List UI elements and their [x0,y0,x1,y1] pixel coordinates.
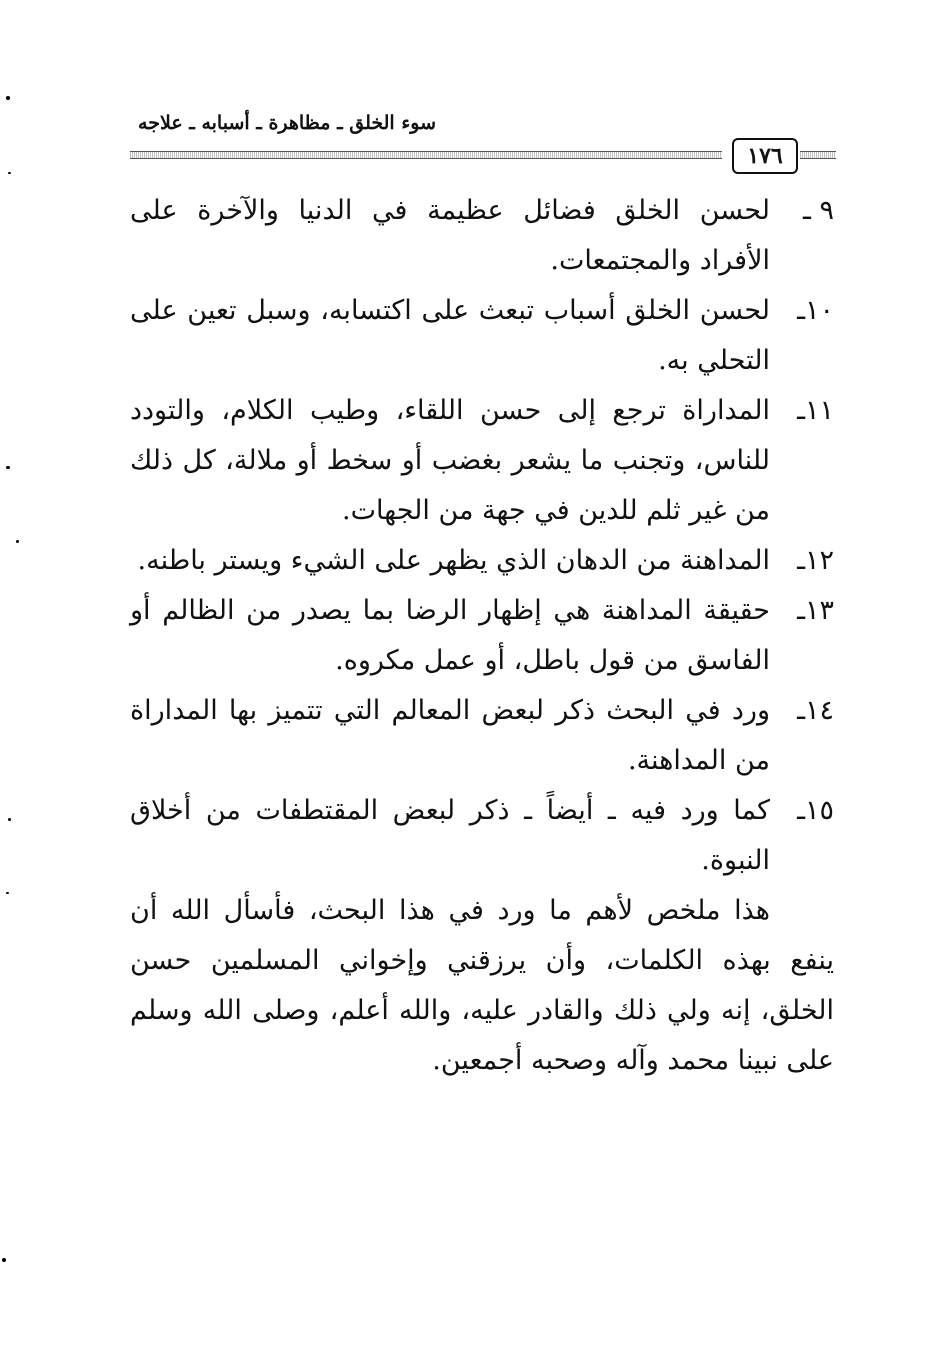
list-item [130,186,834,286]
header-rule-short [800,151,836,159]
scan-speck [8,818,11,821]
list-item [130,786,834,886]
item-number: ١١ـ [797,395,834,426]
scan-speck [6,892,9,894]
item-text: المداهنة من الدهان الذي يظهر على الشيء ويستر باطنه. [137,545,770,576]
item-text: المداراة ترجع إلى حسن اللقاء، وطيب الكلام، والتودد للناس، وتجنب ما يشعر بغضب أو سخط أو ملالة، كل ذلك من غير ثلم للدين في جهة من الجهات. [130,395,770,526]
item-number: ١٥ـ [797,795,834,826]
item-number: ٩ ـ [802,195,834,226]
scan-speck [6,96,10,100]
item-text: كما ورد فيه ـ أيضاً ـ ذكر لبعض المقتطفات من أخلاق النبوة. [130,795,770,876]
running-title: سوء الخلق ـ مظاهرة ـ أسبابه ـ علاجه [138,112,436,134]
scan-speck [8,172,11,174]
scan-speck [2,1258,6,1262]
list-item [130,286,834,386]
list-item [130,536,834,586]
item-text: لحسن الخلق فضائل عظيمة في الدنيا والآخرة على الأفراد والمجتمعات. [130,195,770,276]
item-text: حقيقة المداهنة هي إظهار الرضا بما يصدر من الظالم أو الفاسق من قول باطل، أو عمل مكروه. [130,595,770,676]
item-number: ١٤ـ [797,695,834,726]
page-number: ١٧٦ [732,138,798,174]
item-number: ١٠ـ [797,295,834,326]
item-number: ١٢ـ [797,545,834,576]
scan-speck [16,540,19,543]
list-item [130,386,834,536]
header-rule [130,151,722,159]
list-item [130,586,834,686]
page-header [130,108,836,182]
item-text: لحسن الخلق أسباب تبعث على اكتسابه، وسبل تعين على التحلي به. [130,295,770,376]
summary-list [130,186,834,1086]
item-text: ورد في البحث ذكر لبعض المعالم التي تتميز بها المداراة من المداهنة. [130,695,770,776]
conclusion-paragraph: هذا ملخص لأهم ما ورد في هذا البحث، فأسأل الله أن ينفع بهذه الكلمات، وأن يرزقني وإخواني المسلمين حسن الخلق، إنه ولي ذلك والقادر عليه، والله أعلم، وصلى الله وسلم على نبينا محمد وآله وصحبه أجمعين. [130,895,834,1076]
item-number: ١٣ـ [797,595,834,626]
scan-speck [6,466,10,469]
list-item [130,686,834,786]
